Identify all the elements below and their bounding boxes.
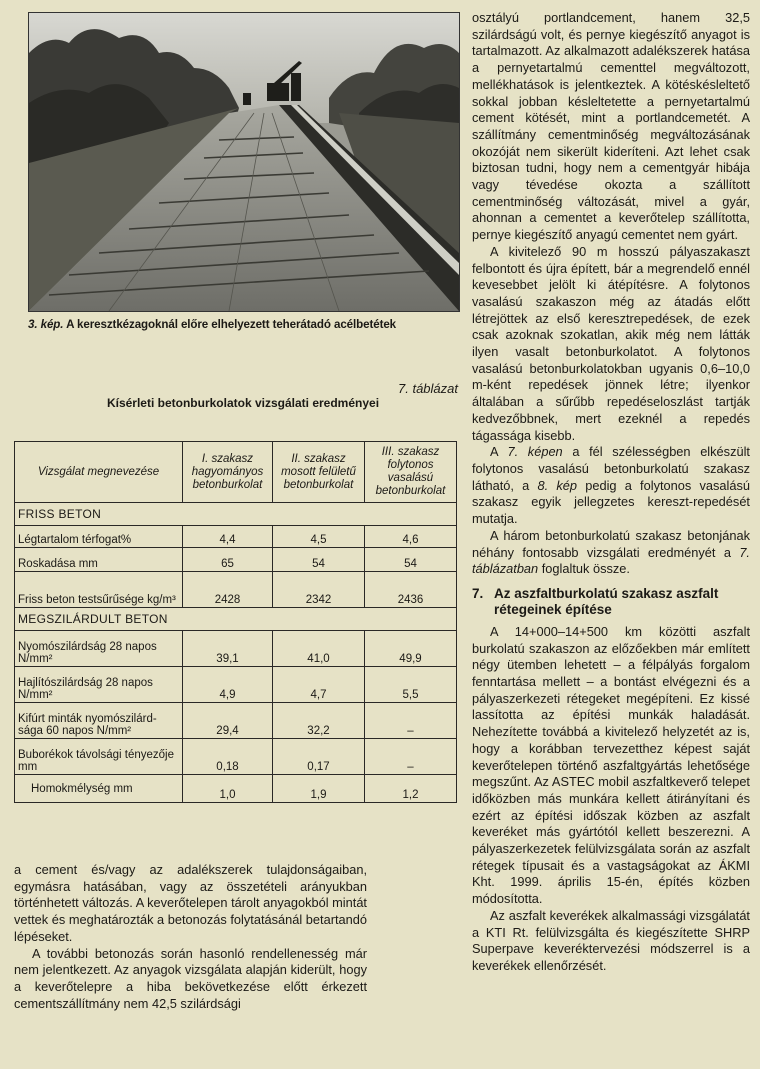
section-fresh-label: FRISS BETON bbox=[15, 503, 457, 526]
caption-number: 3. kép. bbox=[28, 318, 64, 331]
row-label: Kifúrt minták nyomószilárd-sága 60 napos N/mm² bbox=[15, 703, 183, 739]
table-row bbox=[15, 631, 457, 667]
table-row bbox=[15, 667, 457, 703]
row-label: Buborékok távolsági tényezője mm bbox=[15, 739, 183, 775]
row-value-2: 2342 bbox=[273, 572, 365, 608]
table-ref: 7. táblázatban bbox=[472, 544, 750, 577]
table-row bbox=[15, 775, 457, 803]
results-table bbox=[14, 441, 457, 803]
row-value-1: 4,4 bbox=[183, 526, 273, 548]
row-value-2: 54 bbox=[273, 548, 365, 572]
heading-line-2: rétegeinek építése bbox=[494, 601, 612, 617]
row-value-1: 65 bbox=[183, 548, 273, 572]
row-label: Nyomószilárdság 28 napos N/mm² bbox=[15, 631, 183, 667]
section-row-hardened bbox=[15, 608, 457, 631]
table-title: Kísérleti betonburkolatok vizsgálati eredményei bbox=[106, 396, 380, 410]
row-value-1: 1,0 bbox=[183, 775, 273, 803]
left-column-text bbox=[14, 862, 367, 1012]
p3-text-b: a fél szélességben elkészült folytonos vasalású betonburkolatú szakasz látható, a bbox=[472, 444, 750, 493]
row-label: Hajlítószilárdság 28 napos N/mm² bbox=[15, 667, 183, 703]
heading-number: 7. bbox=[472, 585, 484, 601]
right-paragraph-5: A 14+000–14+500 km közötti aszfalt burkolatú szakaszon az előzőekben már említett négy ütemben lehetett – a félpályás forgalom fenntartása mellett – a bontást elvégezni és a pályaszerkezeti rétegeket megépíteni. Ez kissé lassította az építési munkák haladását. Nehezítette továbbá a kivitelező helyzetét az is, hogy a korábban tervezetthez képest saját keverőtelepen történő aszfaltgyártás lehetősége megszűnt. Az ASTEC mobil aszfaltkeverő telepet időközben más munkára kellett átirányítani és ezért az építési időszak közben az aszfalt keveréket más gyártótól kellett beszerezni. A pályaszerkezetek felülvizsgálata során az aszfalt rétegek típusait és a vastagságokat az ÁKMI Kht. 1999. április 15-én, építés közben módosította. bbox=[472, 623, 750, 907]
p3-text-a: A bbox=[490, 444, 508, 460]
p4-text-b: foglaltuk össze. bbox=[538, 561, 630, 577]
row-value-1: 0,18 bbox=[183, 739, 273, 775]
header-section-1: I. szakasz hagyományos betonburkolat bbox=[183, 442, 273, 503]
photo-ref-8: 8. kép bbox=[537, 477, 578, 493]
p4-text-a: A három betonburkolatú szakasz betonjának néhány fontosabb vizsgálati eredményét a bbox=[472, 527, 750, 560]
p3-text-c: pedig a folytonos vasalású szakasz egyik jellegzetes kereszt-repedését mutatja. bbox=[472, 477, 750, 527]
photo-caption bbox=[28, 318, 458, 331]
row-value-1: 39,1 bbox=[183, 631, 273, 667]
header-section-2: II. szakasz mosott felületű betonburkolat bbox=[273, 442, 365, 503]
right-column-text bbox=[472, 10, 750, 975]
table-row bbox=[15, 703, 457, 739]
caption-text: A keresztkézagoknál előre elhelyezett teherátadó acélbetétek bbox=[66, 318, 397, 331]
row-value-3: 1,2 bbox=[365, 775, 457, 803]
table-row bbox=[15, 739, 457, 775]
row-value-3: 4,6 bbox=[365, 526, 457, 548]
table-row bbox=[15, 548, 457, 572]
row-value-2: 41,0 bbox=[273, 631, 365, 667]
row-value-3: 49,9 bbox=[365, 631, 457, 667]
row-label: Homokmélység mm bbox=[15, 775, 183, 803]
row-value-1: 2428 bbox=[183, 572, 273, 608]
right-paragraph-6: Az aszfalt keverékek alkalmassági vizsgálatát a KTI Rt. felülvizsgálta és kiegészítette SHRP Superpave keveréktervezési módszerrel is a keverékek ellenőrzését. bbox=[472, 907, 750, 973]
row-value-3: 2436 bbox=[365, 572, 457, 608]
left-paragraph-1: a cement és/vagy az adalékszerek tulajdonságaiban, egymásra hatásában, vagy az összetételi arányukban történhetett változás. A keverőtelepen tárolt anyagokból mintát vettek és meghatározták a betonozás folytatásánál betartandó lépéseket. bbox=[14, 862, 367, 944]
road-construction-photo bbox=[28, 12, 460, 312]
row-value-2: 32,2 bbox=[273, 703, 365, 739]
table-number: 7. táblázat bbox=[398, 381, 458, 396]
row-value-3: 54 bbox=[365, 548, 457, 572]
right-paragraph-2: A kivitelező 90 m hosszú pályaszakaszt felbontott és újra épített, bár a megrendelő ennél kevesebbet jelölt ki átépítésre. A folytonos vasalású szakaszon még az átadás előtt létrejöttek az első keresztrepedések, de ezek csak azoknak szokatlan, akik még nem látták ilyen vasalt betonburkolatot. A folytonos vasalású betonburkolatokban ugyanis 0,6–10,0 m-ként repedések jönnek létre; ilyenkor általában a sűrűbb repedéseloszlást tartják kedvezőbbnek, mert ezeknél a repedés tágassága kisebb. bbox=[472, 243, 750, 443]
header-test-name: Vizsgálat megnevezése bbox=[15, 442, 183, 503]
row-value-1: 4,9 bbox=[183, 667, 273, 703]
table-header-row bbox=[15, 442, 457, 503]
section-heading bbox=[472, 586, 750, 618]
row-label: Friss beton testsűrűsége kg/m³ bbox=[15, 572, 183, 608]
right-paragraph-1: osztályú portlandcement, hanem 32,5 szilárdságú volt, és pernye kiegészítő anyagot is tartalmazott. Az alkalmazott adalékszerek hatása a pernyetartalmú cementtel megváltozott, mellékhatások is jelentkeztek. A kötéskésleltető sokkal jobban késleltetette a pernyetartalmú cement kötését, mint a portlandcemetét. A szállítmány cementminőség megváltozásának okozóját nem sikerült kideríteni. Azt lehet csak biztosan tudni, hogy nem a cementgyár hibája vagy tévedése okozta a szállított cementminőség változását, mivel a gyár, ahonnan a cementet a keverőtelep szállította, pernye kiegészítő anyagú cementet nem gyárt. bbox=[472, 10, 750, 243]
row-value-2: 4,7 bbox=[273, 667, 365, 703]
row-value-2: 1,9 bbox=[273, 775, 365, 803]
row-value-3: – bbox=[365, 739, 457, 775]
row-value-2: 4,5 bbox=[273, 526, 365, 548]
row-value-2: 0,17 bbox=[273, 739, 365, 775]
section-hardened-label: MEGSZILÁRDULT BETON bbox=[15, 608, 457, 631]
right-paragraph-4 bbox=[472, 528, 750, 578]
left-paragraph-2: A további betonozás során hasonló rendellenesség már nem jelentkezett. Az anyagok vizsgálata alapján kiderült, hogy a keverőtelepre a hiba bekövetkezése előtt érkezett cementszállítmány nem 42,5 szilárdsági bbox=[14, 945, 367, 1011]
row-value-3: 5,5 bbox=[365, 667, 457, 703]
header-section-3: III. szakasz folytonos vasalású betonburkolat bbox=[365, 442, 457, 503]
photo-ref-7: 7. képen bbox=[507, 444, 563, 460]
heading-line-1: Az aszfaltburkolatú szakasz aszfalt bbox=[494, 585, 719, 601]
table-row bbox=[15, 572, 457, 608]
row-value-3: – bbox=[365, 703, 457, 739]
row-value-1: 29,4 bbox=[183, 703, 273, 739]
right-paragraph-3 bbox=[472, 444, 750, 528]
photo-image bbox=[29, 13, 459, 311]
table-row bbox=[15, 526, 457, 548]
row-label: Roskadása mm bbox=[15, 548, 183, 572]
section-row-fresh bbox=[15, 503, 457, 526]
row-label: Légtartalom térfogat% bbox=[15, 526, 183, 548]
